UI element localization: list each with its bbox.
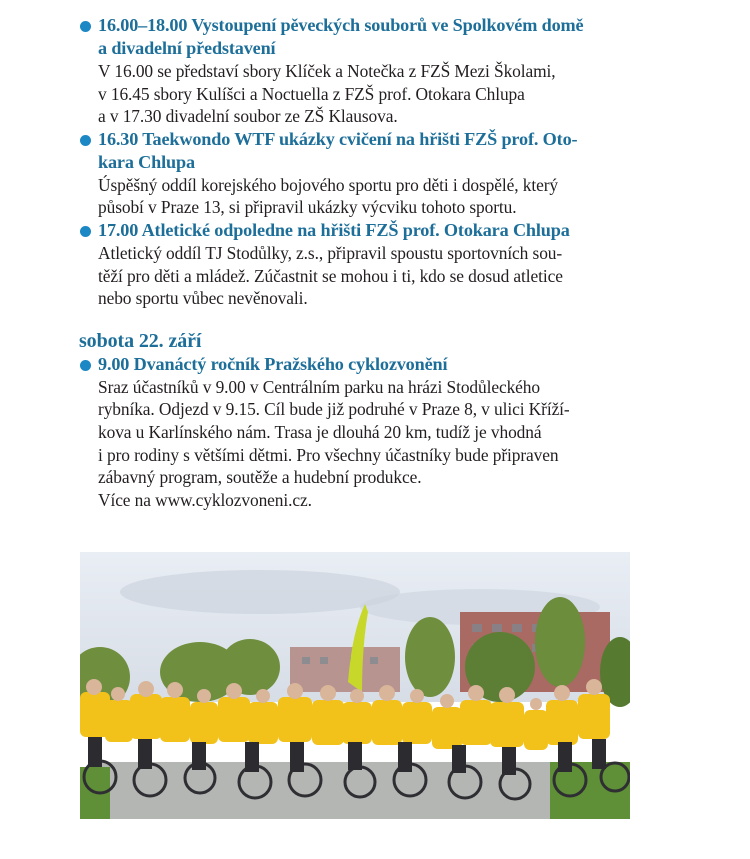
event-description-line: i pro rodiny s většími dětmi. Pro všechny účastníky bude připraven <box>98 444 559 465</box>
event-heading <box>79 219 639 242</box>
event-description <box>79 60 639 128</box>
event-description-line: působí v Praze 13, si připravil ukázky výcviku tohoto sportu. <box>98 197 517 218</box>
event-heading <box>79 353 639 376</box>
event-heading-line: 17.00 Atletické odpoledne na hřišti FZŠ prof. Otokara Chlupa <box>98 219 570 240</box>
day-heading: sobota 22. září <box>79 329 202 352</box>
event-description-line: zábavný program, soutěže a hudební produkce. <box>98 467 422 488</box>
bullet-icon <box>80 135 91 146</box>
event-heading-line: kara Chlupa <box>98 151 195 172</box>
event-description <box>79 174 639 219</box>
event-item <box>79 14 639 128</box>
event-description-line: Více na www.cyklozvoneni.cz. <box>98 489 312 510</box>
event-heading-line: 9.00 Dvanáctý ročník Pražského cyklozvonění <box>98 353 448 374</box>
event-description <box>79 376 639 512</box>
event-item <box>79 128 639 219</box>
photo-illustration <box>80 552 630 819</box>
event-description-line: v 16.45 sbory Kulíšci a Noctuella z FZŠ prof. Otokara Chlupa <box>98 83 525 104</box>
event-description-line: Sraz účastníků v 9.00 v Centrálním parku na hrázi Stodůleckého <box>98 376 540 397</box>
bullet-icon <box>80 21 91 32</box>
event-description-line: Atletický oddíl TJ Stodůlky, z.s., připravil spoustu sportovních sou- <box>98 242 563 263</box>
event-description-line: rybníka. Odjezd v 9.15. Cíl bude již podruhé v Praze 8, v ulici Kříží- <box>98 399 570 420</box>
event-program-column <box>79 14 639 511</box>
event-heading <box>79 128 639 174</box>
event-description-line: těží pro děti a mládež. Zúčastnit se mohou i ti, kdo se dosud atletice <box>98 265 563 286</box>
event-description-line: nebo sportu vůbec nevěnovali. <box>98 288 308 309</box>
bullet-icon <box>80 360 91 371</box>
event-heading-line: 16.30 Taekwondo WTF ukázky cvičení na hřišti FZŠ prof. Oto- <box>98 128 578 149</box>
cyclists-group-photo <box>80 552 630 819</box>
building <box>290 647 400 692</box>
bullet-icon <box>80 226 91 237</box>
event-heading-line: a divadelní představení <box>98 38 276 58</box>
event-description <box>79 242 639 310</box>
event-description-line: Úspěšný oddíl korejského bojového sportu pro děti i dospělé, který <box>98 174 558 195</box>
event-heading-line: 16.00–18.00 Vystoupení pěveckých souborů ve Spolkovém domě <box>98 15 584 35</box>
event-heading <box>79 14 639 60</box>
event-item <box>79 353 639 512</box>
event-description-line: kova u Karlínského nám. Trasa je dlouhá 20 km, tudíž je vhodná <box>98 421 542 442</box>
event-description-line: V 16.00 se představí sbory Klíček a Notečka z FZŠ Mezi Školami, <box>98 61 556 81</box>
event-description-line: a v 17.30 divadelní soubor ze ZŠ Klausova. <box>98 106 398 127</box>
event-item <box>79 219 639 310</box>
